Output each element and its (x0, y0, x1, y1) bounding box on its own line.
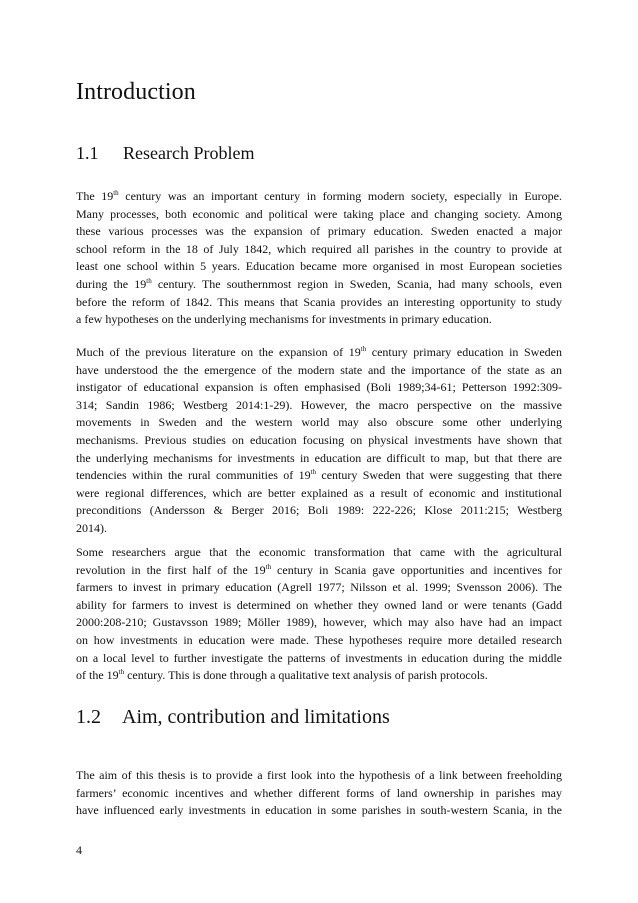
page-number: 4 (76, 843, 82, 857)
text-run: The 19 (76, 189, 114, 203)
paragraph-line (76, 467, 562, 485)
paragraph-1 (76, 188, 562, 329)
paragraph-3 (76, 544, 562, 685)
paragraph-line (76, 276, 562, 294)
paragraph-line: preconditions (Andersson & Berger 2016; Boli 1989: 222-226; Klose 2011:215; Westberg (76, 503, 562, 518)
paragraph-line: 314; Sandin 1986; Westberg 2014:1-29). However, the macro perspective on the massive (76, 397, 562, 412)
superscript: th (118, 668, 125, 677)
superscript: th (360, 345, 367, 353)
chapter-title: Introduction (76, 79, 196, 105)
section-number: 1.2 (76, 706, 101, 728)
paragraph-line: mechanisms. Previous studies on education focusing on physical investments have shown that (76, 432, 562, 447)
paragraph-line: were regional differences, which are better explained as a result of economic and institutional (76, 485, 562, 500)
paragraph-line (76, 667, 562, 685)
paragraph-line: farmers’ economic incentives and whether different forms of land ownership in parishes may (76, 785, 562, 800)
text-run: tendencies within the rural communities of 19 (76, 468, 311, 483)
paragraph-line: have understood the the emergence of the modern state and the importance of the state as an (76, 362, 562, 377)
text-run: during the 19 (76, 276, 147, 291)
section-title: Aim, contribution and limitations (122, 706, 390, 728)
paragraph-line (76, 188, 562, 206)
paragraph-line: movements in Sweden and the western world may also obscure some other underlying (76, 415, 562, 430)
paragraph-line: a few hypotheses on the underlying mechanisms for investments in primary education. (76, 312, 492, 327)
paragraph-line: ability for farmers to invest is determined on whether they owned land or were tenants (Gadd (76, 597, 562, 612)
paragraph-2 (76, 344, 562, 538)
paragraph-line: Many processes, both economic and political were taking place and changing society. Among (76, 206, 562, 221)
paragraph-line: school reform in the 18 of July 1842, which required all parishes in the country to provide at (76, 241, 562, 256)
text-run: century primary education in Sweden (366, 345, 562, 359)
section-number: 1.1 (76, 143, 99, 163)
section-heading-research-problem (76, 141, 254, 165)
section-title: Research Problem (123, 143, 255, 163)
paragraph-line: these various processes was the expansion of primary education. Sweden enacted a major (76, 224, 562, 239)
paragraph-line: 2014). (76, 520, 107, 535)
paragraph-line: on how investments in education were made. These hypotheses require more detailed research (76, 632, 562, 647)
text-run: of the 19 (76, 668, 119, 683)
paragraph-line (76, 562, 562, 580)
paragraph-line: The aim of this thesis is to provide a first look into the hypothesis of a link between freeholding (76, 768, 562, 782)
text-run: Much of the previous literature on the expansion of 19 (76, 345, 361, 359)
paragraph-4 (76, 767, 562, 820)
paragraph-line: instigator of educational expansion is often emphasised (Boli 1989;34-61; Petterson 1992:309- (76, 380, 562, 395)
paragraph-line: on a local level to further investigate the patterns of investments in education during the middle (76, 650, 562, 665)
paragraph-line (76, 344, 562, 362)
paragraph-line: the underlying mechanisms for investments in education are difficult to map, but that there are (76, 450, 562, 465)
superscript: th (265, 562, 272, 571)
text-run: century. The southernmost region in Sweden, Scania, had many schools, even (151, 276, 562, 291)
text-run: century Sweden that were suggesting that there (316, 468, 562, 483)
text-run: century. This is done through a qualitative text analysis of parish protocols. (124, 668, 488, 683)
paragraph-line: have influenced early investments in education in some parishes in south-western Scania, in the (76, 803, 562, 818)
superscript: th (113, 189, 119, 197)
paragraph-line: Some researchers argue that the economic transformation that came with the agricultural (76, 545, 562, 559)
paragraph-line: 2000:208-210; Gustavsson 1989; Möller 1989), however, which may also have had an impact (76, 615, 562, 630)
paragraph-line: farmers to invest in primary education (Agrell 1977; Nilsson et al. 1999; Svensson 2006). The (76, 580, 562, 595)
paragraph-line: before the reform of 1842. This means that Scania provides an interesting opportunity to study (76, 294, 562, 309)
paragraph-line: least one school within 5 years. Education became more organised in most European societies (76, 259, 562, 274)
text-run: century was an important century in forming modern society, especially in Europe. (118, 189, 563, 203)
text-run: century in Scania gave opportunities and incentives for (271, 562, 562, 577)
section-heading-aim (76, 705, 390, 729)
text-run: revolution in the first half of the 19 (76, 562, 266, 577)
superscript: th (146, 276, 152, 285)
superscript: th (310, 468, 317, 477)
